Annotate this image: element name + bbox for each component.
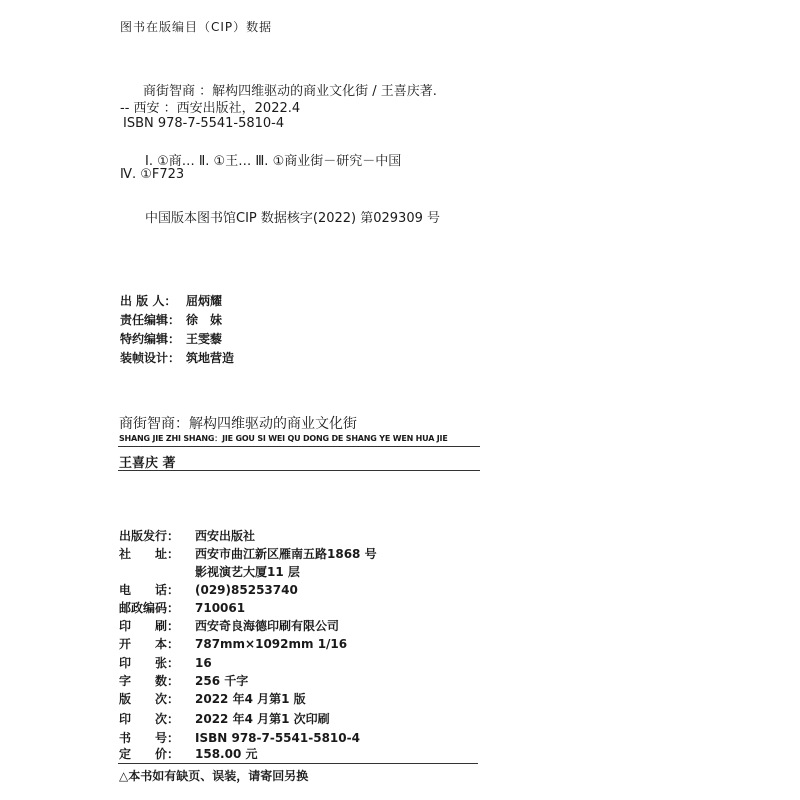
pub-label: 出版发行： (119, 529, 180, 543)
pub-price-row (119, 745, 258, 762)
pub-value: 西安奇良海德印刷有限公司 (195, 619, 340, 633)
staff-editor-row (120, 311, 222, 328)
staff-label: 出 版 人： (120, 294, 177, 308)
pub-postcode-row (119, 599, 245, 616)
divider (118, 446, 480, 447)
cip-classification-line: Ⅰ. ①商… Ⅱ. ①王… Ⅲ. ①商业街－研究－中国 (145, 154, 402, 169)
pub-label: 开 本： (119, 637, 180, 651)
staff-designer-row (120, 349, 234, 366)
pub-label: 印 刷： (119, 619, 180, 633)
cip-title-line: 商街智商 ：解构四维驱动的商业文化街 / 王喜庆著. (143, 84, 437, 99)
pub-printer-row (119, 617, 339, 634)
book-author: 王喜庆 著 (119, 456, 176, 471)
pub-value: 787mm×1092mm 1/16 (195, 637, 348, 651)
divider (118, 470, 480, 471)
pub-value: (029)85253740 (195, 583, 298, 597)
pub-address-row (119, 545, 377, 562)
pub-label: 社 址： (119, 547, 180, 561)
staff-publisher-row (120, 292, 222, 309)
defect-notice: △本书如有缺页、误装，请寄回另换 (119, 769, 309, 783)
pub-value: 16 (195, 656, 212, 670)
staff-value: 王雯藜 (186, 332, 223, 346)
cip-publisher-line: -- 西安 ：西安出版社，2022.4 (120, 101, 301, 116)
staff-value: 徐 妹 (186, 313, 223, 327)
staff-value: 筑地营造 (186, 351, 235, 365)
pub-label: 印 张： (119, 656, 180, 670)
pub-address-line-2: 影视演艺大厦11 层 (195, 565, 300, 579)
pub-label: 定 价： (119, 747, 180, 761)
pub-value: 256 千字 (195, 674, 249, 688)
staff-special-editor-row (120, 330, 222, 347)
staff-label: 责任编辑： (120, 313, 181, 327)
pub-edition-row (119, 690, 306, 707)
pub-value: 西安市曲江新区雁南五路1868 号 (195, 547, 377, 561)
pub-label: 印 次： (119, 712, 180, 726)
pub-value: 2022 年4 月第1 次印刷 (195, 712, 330, 726)
pub-label: 邮政编码： (119, 601, 180, 615)
pub-value: 710061 (195, 601, 246, 615)
pub-value: 2022 年4 月第1 版 (195, 692, 306, 706)
pub-label: 书 号： (119, 731, 180, 745)
pub-label: 版 次： (119, 692, 180, 706)
cip-isbn-line: ISBN 978-7-5541-5810-4 (123, 116, 285, 131)
cip-heading: 图书在版编目（CIP）数据 (120, 20, 273, 34)
pub-words-row (119, 672, 248, 689)
cip-record-number: 中国版本图书馆CIP 数据核字(2022) 第029309 号 (145, 211, 441, 226)
book-title: 商街智商：解构四维驱动的商业文化街 (119, 416, 357, 432)
pub-phone-row (119, 581, 298, 598)
book-title-pinyin: SHANG JIE ZHI SHANG：JIE GOU SI WEI QU DONG DE SHANG YE WEN HUA JIE (119, 434, 448, 443)
pub-format-row (119, 635, 347, 652)
staff-label: 装帧设计： (120, 351, 181, 365)
cip-classification-line-2: Ⅳ. ①F723 (120, 167, 185, 182)
pub-value: 158.00 元 (195, 747, 258, 761)
pub-isbn-row (119, 729, 360, 746)
pub-label: 字 数： (119, 674, 180, 688)
divider (118, 763, 478, 764)
pub-value: 西安出版社 (195, 529, 256, 543)
staff-label: 特约编辑： (120, 332, 181, 346)
pub-impression-row (119, 710, 330, 727)
staff-value: 屈炳耀 (186, 294, 223, 308)
pub-value: ISBN 978-7-5541-5810-4 (195, 731, 360, 745)
pub-publisher-row (119, 527, 255, 544)
pub-label: 电 话： (119, 583, 180, 597)
pub-sheets-row (119, 654, 212, 671)
